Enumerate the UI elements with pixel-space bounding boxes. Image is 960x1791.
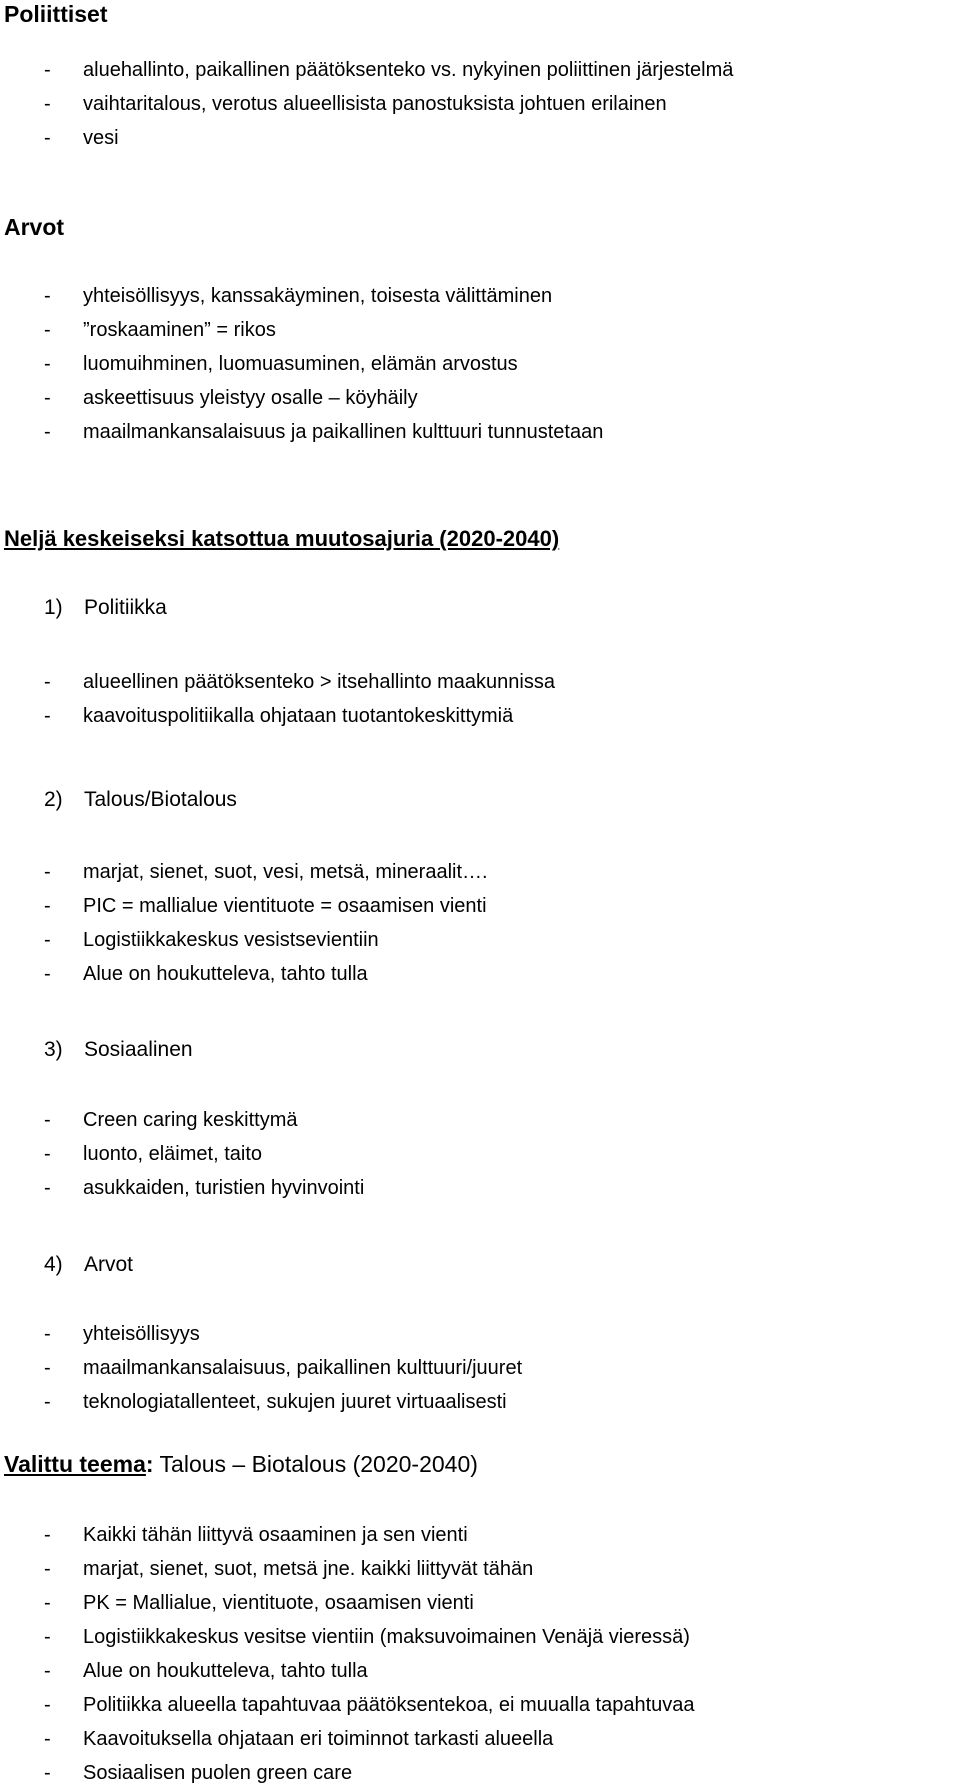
valittu-teema-label: Valittu teema — [4, 1451, 146, 1477]
valittu-teema-title: Talous – Biotalous (2020-2040) — [153, 1451, 478, 1477]
group-title-politiikka: 1) Politiikka — [44, 596, 167, 619]
group-title-arvot: 4) Arvot — [44, 1253, 134, 1276]
group-title-sosiaalinen: 3) Sosiaalinen — [44, 1038, 193, 1061]
heading-valittu-teema: Valittu teema: Talous – Biotalous (2020-2040) — [4, 1451, 478, 1477]
heading-muutosajurit: Neljä keskeiseksi katsottua muutosajuria (2020-2040) — [4, 526, 560, 551]
heading-poliittiset: Poliittiset — [4, 1, 108, 27]
heading-arvot: Arvot — [4, 214, 65, 240]
document-page: Poliittiset - aluehallinto, paikallinen päätöksenteko vs. nykyinen poliittinen järjestelmä - vaihtaritalous, verotus alueellisista panostuksista johtuen erilainen - vesi Arvot - yhteisöllisyys, kanssakäyminen, toisesta välittäminen - ”roskaaminen” = rikos - luomuihminen, luomuasuminen, elämän arvostus - askeettisuus yleistyy osalle – köyhäily - maailmankansalaisuus ja paikallinen kulttuuri tunnustetaan Neljä keskeiseksi katsottua muutosajuria (2020-2040) 1) Politiikka - alueellinen päätöksenteko > itsehallinto maakunnissa - kaavoituspolitiikalla ohjataan tuotantokeskittymiä 2) Talous/Biotalous - marjat, sienet, suot, vesi, metsä, mineraalit…. - PIC = mallialue vientituote = osaamisen vienti - Logistiikkakeskus vesistsevientiin - Alue on houkutteleva, tahto tulla 3) Sosiaalinen - Creen caring keskittymä - luonto, eläimet, taito - asukkaiden, turistien hyvinvointi 4) Arvot - yhteisöllisyys - maailmankansalaisuus, paikallinen kulttuuri/juuret - teknologiatallenteet, sukujen juuret virtuaalisesti Valittu teema: Talous – Biotalous (2020-2040) - Kaikki tähän liittyvä osaaminen ja sen vienti - marjat, sienet, suot, metsä jne. kaikki liittyvät tähän - PK = Mallialue, vientituote, osaamisen vienti - Logistiikkakeskus vesitse vientiin (maksuvoimainen Venäjä vieressä) - Alue on houkutteleva, tahto tulla - Politiikka alueella tapahtuvaa päätöksentekoa, ei muualla tapahtuvaa - Kaavoituksella ohjataan eri toiminnot tarkasti alueella - Sosiaalisen puolen green care — [4, 1, 734, 1784]
group-title-talous: 2) Talous/Biotalous — [44, 788, 237, 811]
